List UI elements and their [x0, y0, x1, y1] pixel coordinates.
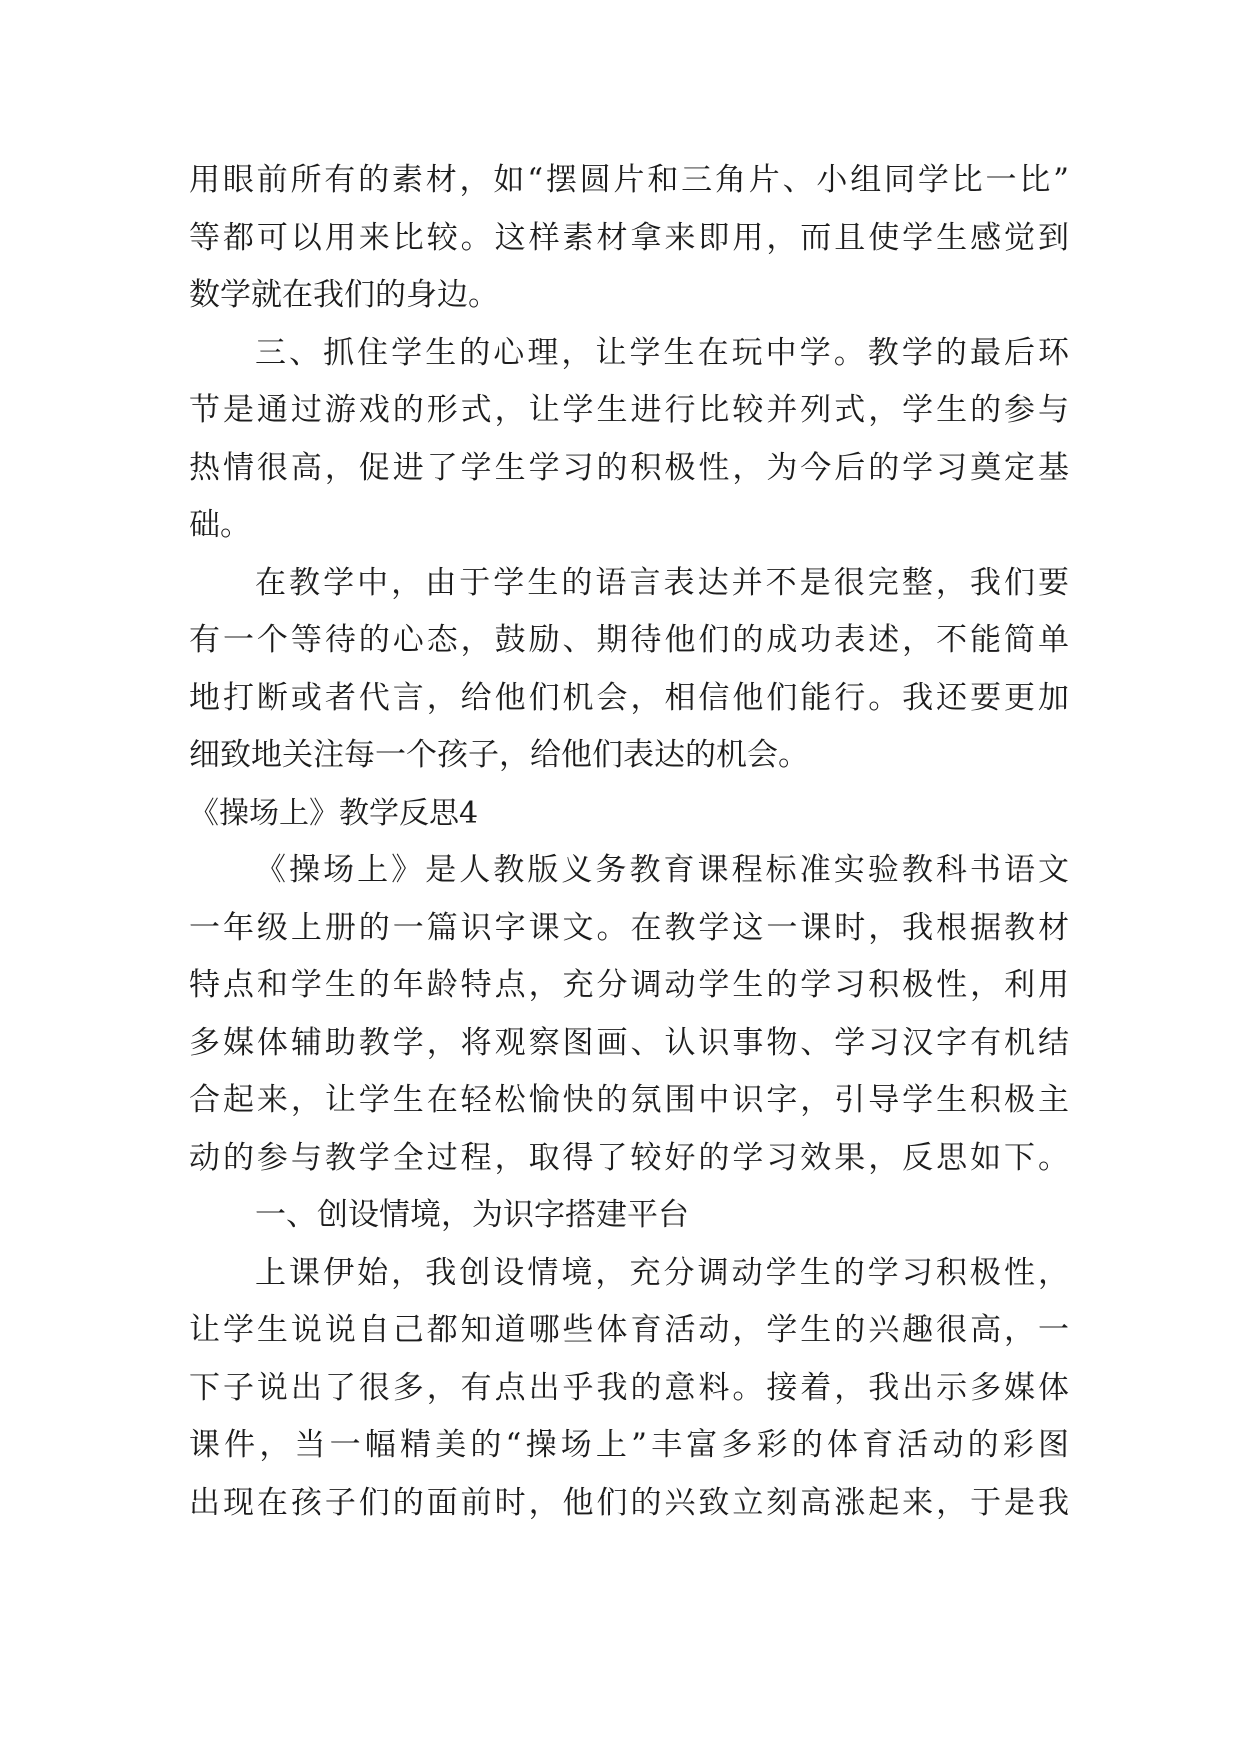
- text-line: 细致地关注每一个孩子，给他们表达的机会。: [189, 737, 809, 773]
- paragraph-first-line: 在教学中，由于学生的语言表达并不是很完整，我们要: [255, 564, 1069, 601]
- text-line: 热情很高，促进了学生学习的积极性，为今后的学习奠定基: [189, 449, 1069, 486]
- text-line: 等都可以用来比较。这样素材拿来即用，而且使学生感觉到: [189, 219, 1069, 256]
- paragraph-first-line: 上课伊始，我创设情境，充分调动学生的学习积极性，: [255, 1254, 1069, 1291]
- text-line: 有一个等待的心态，鼓励、期待他们的成功表述，不能简单: [189, 622, 1069, 658]
- document-body: [189, 152, 1069, 1532]
- text-line: 合起来，让学生在轻松愉快的氛围中识字，引导学生积极主: [189, 1082, 1069, 1118]
- text-line: 动的参与教学全过程，取得了较好的学习效果，反思如下。: [189, 1139, 1069, 1176]
- text-line: 地打断或者代言，给他们机会，相信他们能行。我还要更加: [189, 679, 1069, 716]
- text-line: 节是通过游戏的形式，让学生进行比较并列式，学生的参与: [189, 392, 1069, 428]
- text-line: 特点和学生的年龄特点，充分调动学生的学习积极性，利用: [189, 967, 1069, 1003]
- text-line: 出现在孩子们的面前时，他们的兴致立刻高涨起来，于是我: [189, 1484, 1069, 1521]
- subheading-line: 一、创设情境，为识字搭建平台: [255, 1197, 689, 1233]
- paragraph-first-line: 《操场上》是人教版义务教育课程标准实验教科书语文: [255, 852, 1069, 888]
- text-line: 下子说出了很多，有点出乎我的意料。接着，我出示多媒体: [189, 1369, 1069, 1406]
- text-line: 让学生说说自己都知道哪些体育活动，学生的兴趣很高，一: [189, 1312, 1069, 1348]
- text-line: 课件，当一幅精美的“操场上”丰富多彩的体育活动的彩图: [189, 1427, 1069, 1463]
- paragraph-first-line: 三、抓住学生的心理，让学生在玩中学。教学的最后环: [255, 334, 1069, 371]
- text-line: 础。: [189, 507, 251, 543]
- text-line: 数学就在我们的身边。: [189, 277, 499, 313]
- text-line: 一年级上册的一篇识字课文。在教学这一课时，我根据教材: [189, 909, 1069, 946]
- text-line: 用眼前所有的素材，如“摆圆片和三角片、小组同学比一比”: [189, 162, 1069, 198]
- text-line: 多媒体辅助教学，将观察图画、认识事物、学习汉字有机结: [189, 1024, 1069, 1061]
- section-title: 《操场上》教学反思4: [189, 795, 479, 831]
